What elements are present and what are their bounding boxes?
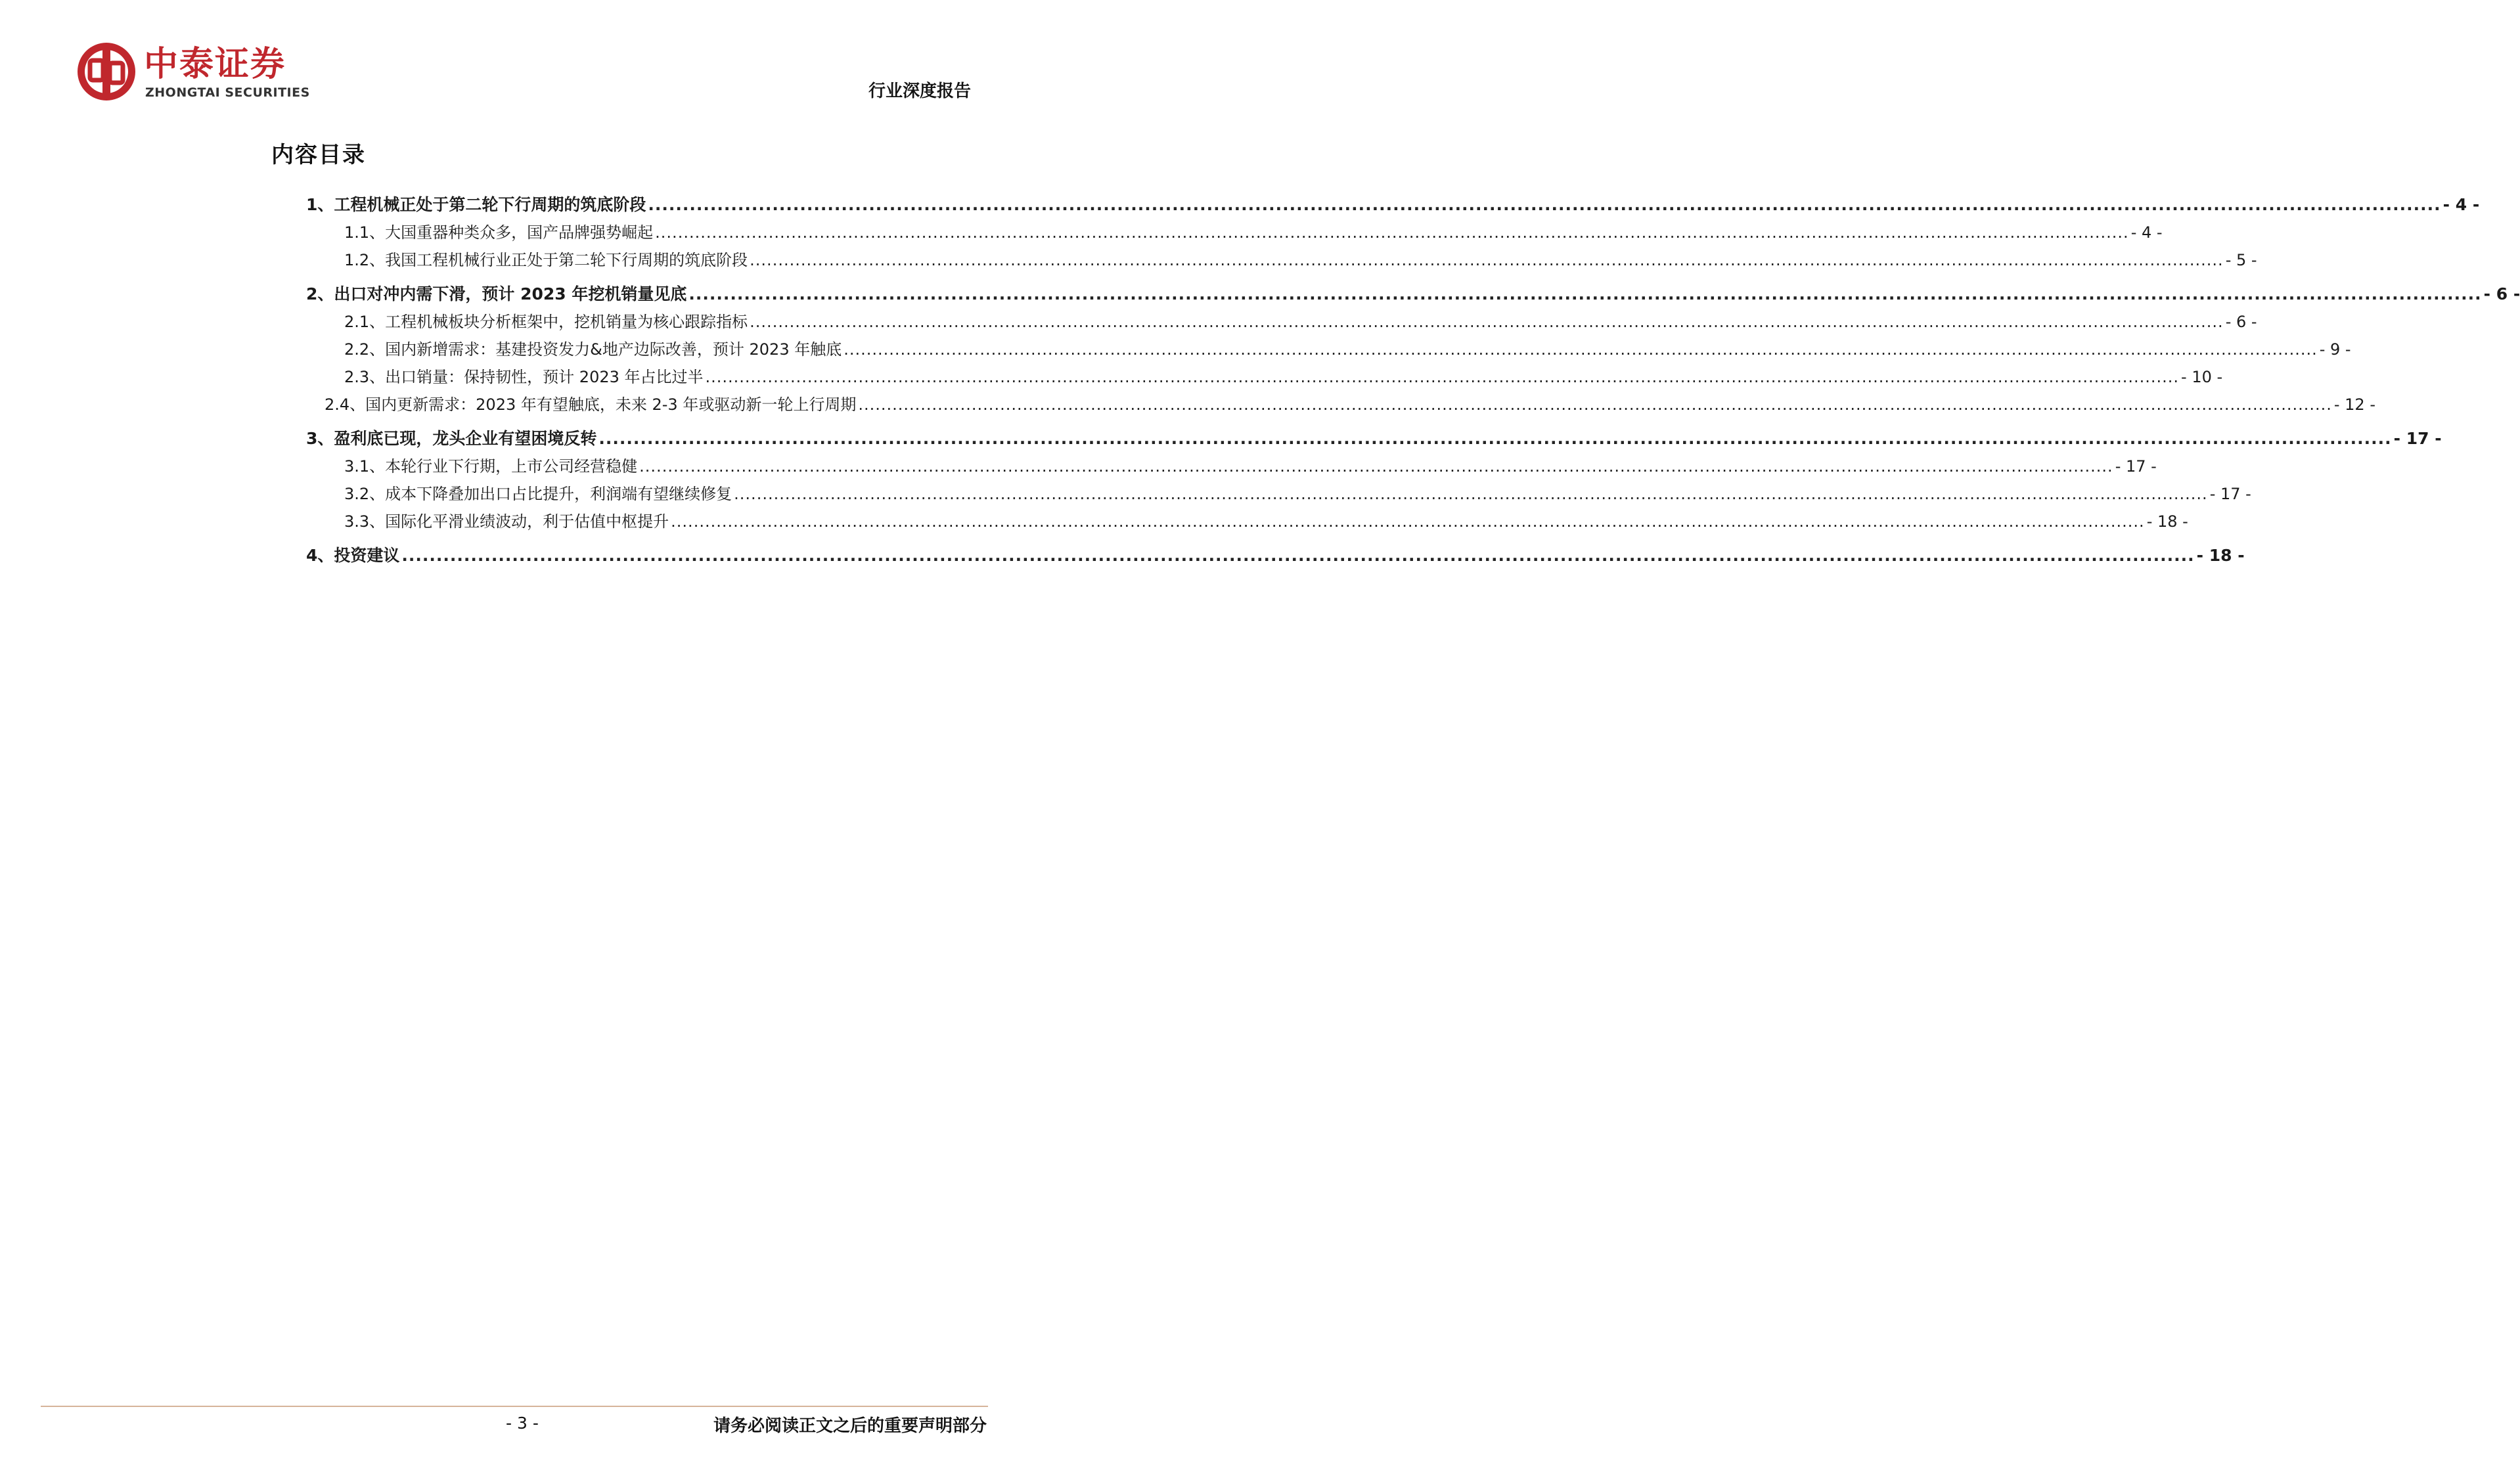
toc-entry-title: 3.3、国际化平滑业绩波动，利于估值中枢提升	[344, 512, 669, 531]
toc-dot-leader: ....................................................................................................................................................................................................................................................................	[750, 313, 2224, 331]
toc-page-number: - 5 -	[2225, 251, 2257, 269]
toc-dot-leader: ....................................................................................................................................................................................................................................................................	[639, 457, 2113, 476]
toc-page-number: - 6 -	[2483, 284, 2520, 303]
toc-dot-leader: ....................................................................................................................................................................................................................................................................	[705, 368, 2180, 386]
toc-subsection-link[interactable]	[344, 219, 2163, 242]
toc-subsection-link[interactable]	[344, 453, 2157, 476]
toc-page-number: - 4 -	[2130, 223, 2163, 242]
toc-entry-title: 2、出口对冲内需下滑，预计 2023 年挖机销量见底	[306, 284, 687, 303]
toc-entry-title: 2.2、国内新增需求：基建投资发力&地产边际改善，预计 2023 年触底	[344, 340, 842, 359]
toc-subsection-link[interactable]	[344, 247, 2257, 269]
toc-dot-leader: ....................................................................................................................................................................................................................................................................	[598, 429, 2392, 448]
toc-page-number: - 17 -	[2115, 457, 2157, 476]
logo-chinese-name: 中泰证券	[144, 45, 286, 84]
report-type-label: 行业深度报告	[868, 81, 971, 101]
toc-page-number: - 12 -	[2333, 395, 2375, 414]
toc-subsection-link[interactable]	[344, 309, 2257, 331]
toc-page-number: - 18 -	[2196, 546, 2245, 565]
toc-subsection-link[interactable]	[325, 391, 2375, 414]
toc-entry-title: 1.1、大国重器种类众多，国产品牌强势崛起	[344, 223, 654, 242]
toc-dot-leader: ....................................................................................................................................................................................................................................................................	[844, 340, 2318, 359]
page-header	[0, 0, 1042, 118]
toc-page-number: - 6 -	[2225, 313, 2257, 331]
toc-subsection-link[interactable]	[344, 508, 2188, 531]
toc-entry-title: 3、盈利底已现，龙头企业有望困境反转	[306, 429, 597, 448]
toc-dot-leader: ....................................................................................................................................................................................................................................................................	[401, 546, 2195, 565]
toc-entry-title: 2.1、工程机械板块分析框架中，挖机销量为核心跟踪指标	[344, 313, 748, 331]
toc-dot-leader: ....................................................................................................................................................................................................................................................................	[648, 195, 2441, 214]
toc-dot-leader: ....................................................................................................................................................................................................................................................................	[671, 512, 2145, 531]
toc-page-number: - 9 -	[2319, 340, 2351, 359]
toc-subsection-link[interactable]	[344, 336, 2351, 359]
toc-title: 内容目录	[271, 142, 366, 168]
toc-dot-leader: ....................................................................................................................................................................................................................................................................	[734, 485, 2208, 503]
toc-dot-leader: ....................................................................................................................................................................................................................................................................	[655, 223, 2129, 242]
toc-dot-leader: ....................................................................................................................................................................................................................................................................	[688, 284, 2482, 303]
toc-entry-title: 4、投资建议	[306, 546, 400, 565]
toc-subsection-link[interactable]	[344, 364, 2223, 386]
toc-entry-title: 1.2、我国工程机械行业正处于第二轮下行周期的筑底阶段	[344, 251, 748, 269]
toc-dot-leader: ....................................................................................................................................................................................................................................................................	[750, 251, 2224, 269]
toc-section-link[interactable]	[306, 192, 2480, 214]
toc-page-number: - 4 -	[2442, 195, 2480, 214]
footer-divider	[41, 1406, 988, 1407]
toc-page-number: - 17 -	[2393, 429, 2442, 448]
logo-english-name: ZHONGTAI SECURITIES	[145, 85, 310, 100]
toc-entry-title: 2.4、国内更新需求：2023 年有望触底，未来 2-3 年或驱动新一轮上行周期	[325, 395, 857, 414]
page-number: - 3 -	[506, 1414, 539, 1433]
toc-section-link[interactable]	[306, 543, 2245, 565]
toc-entry-title: 1、工程机械正处于第二轮下行周期的筑底阶段	[306, 195, 646, 214]
zhongtai-logo-icon	[76, 41, 137, 102]
toc-page-number: - 10 -	[2181, 368, 2223, 386]
toc-entry-title: 3.1、本轮行业下行期，上市公司经营稳健	[344, 457, 638, 476]
toc-entry-title: 2.3、出口销量：保持韧性，预计 2023 年占比过半	[344, 368, 704, 386]
toc-section-link[interactable]	[306, 426, 2442, 448]
toc-entry-title: 3.2、成本下降叠加出口占比提升，利润端有望继续修复	[344, 485, 732, 503]
toc-section-link[interactable]	[306, 281, 2520, 303]
toc-page-number: - 17 -	[2209, 485, 2251, 503]
toc-page-number: - 18 -	[2146, 512, 2188, 531]
company-logo	[76, 41, 351, 106]
disclaimer-note: 请务必阅读正文之后的重要声明部分	[713, 1416, 987, 1436]
toc-subsection-link[interactable]	[344, 481, 2251, 503]
toc-dot-leader: ....................................................................................................................................................................................................................................................................	[858, 395, 2332, 414]
